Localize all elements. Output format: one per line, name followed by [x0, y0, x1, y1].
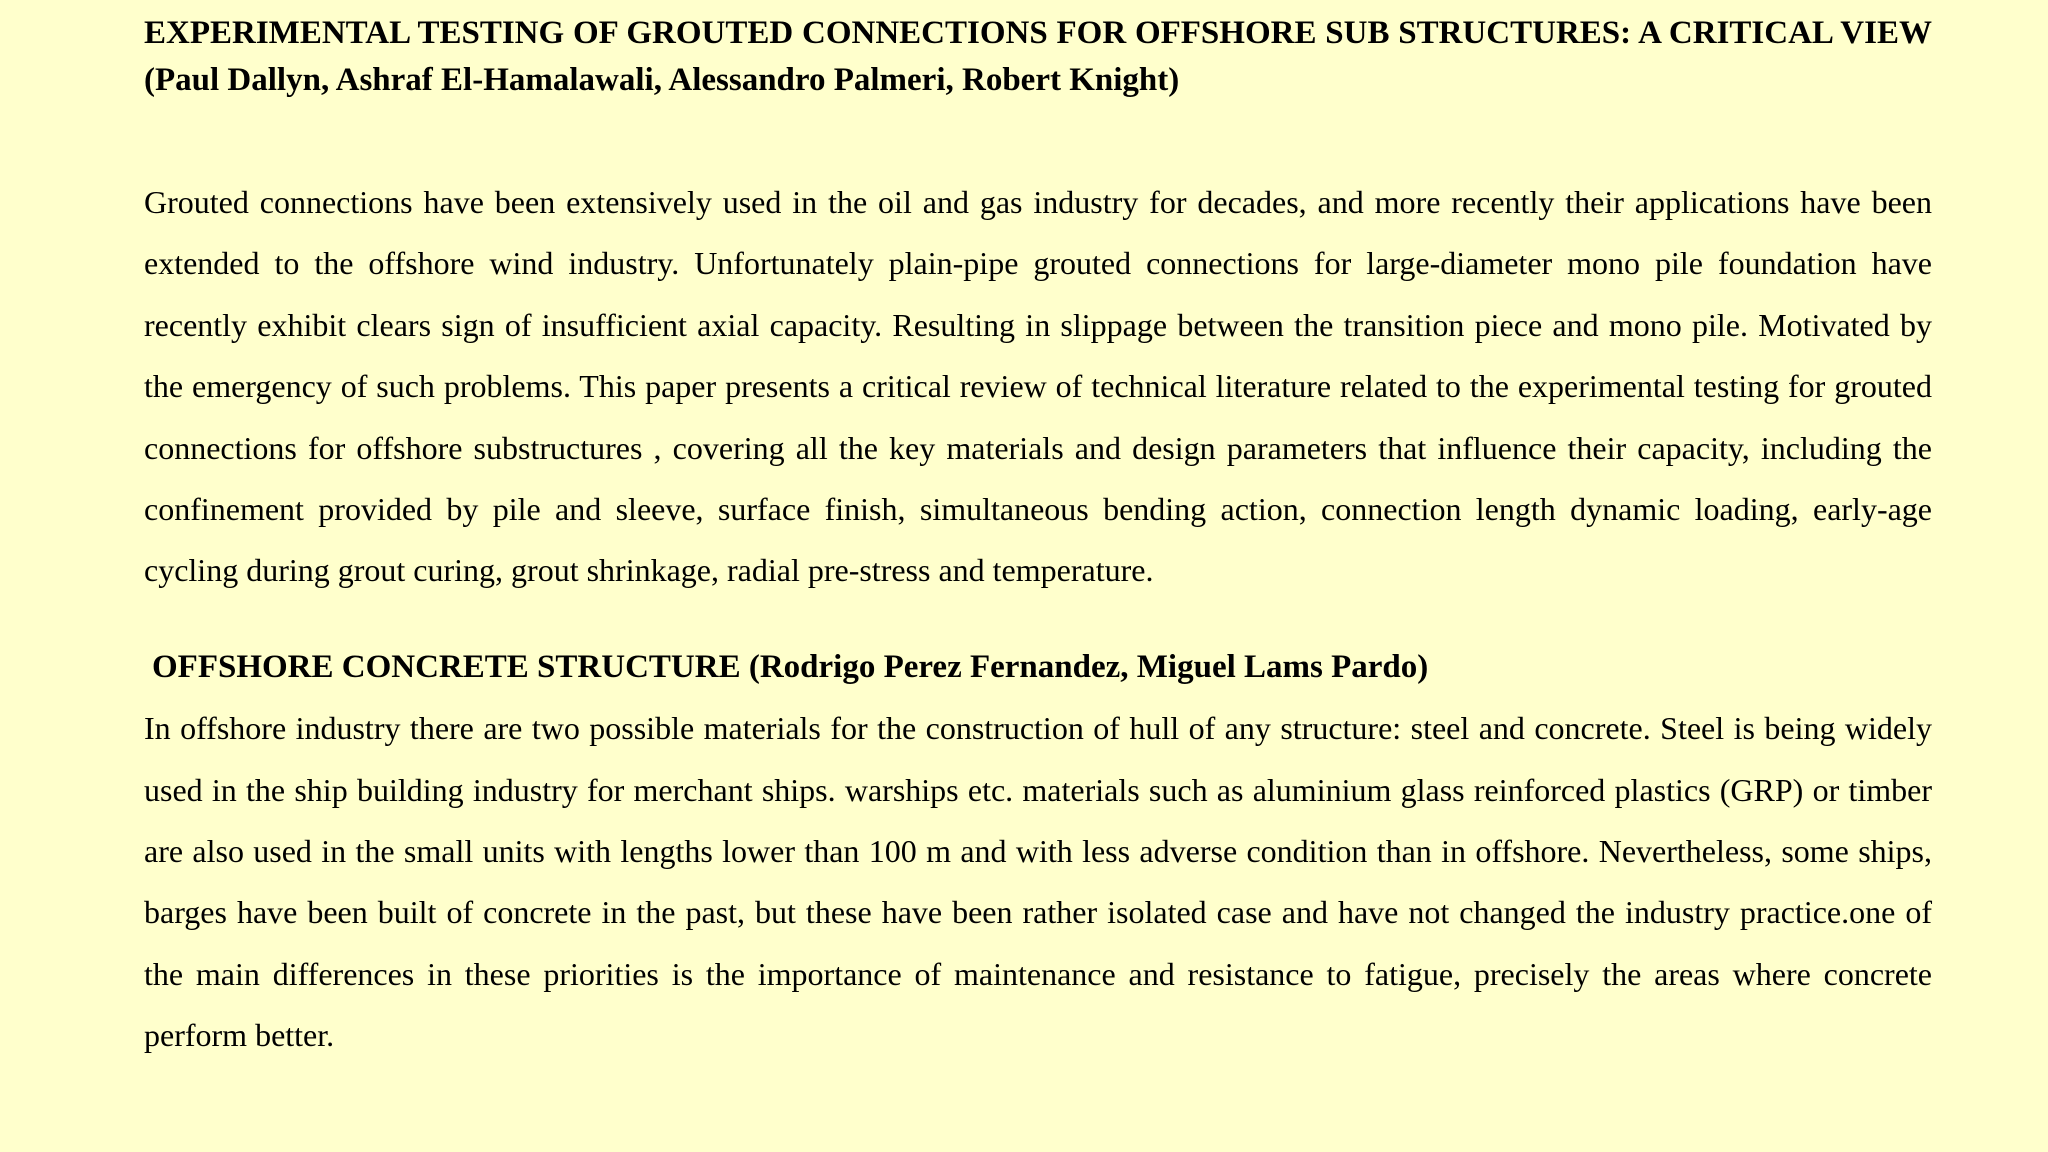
section-grouted-connections: [144, 0, 1932, 602]
section-offshore-concrete: [144, 637, 1932, 1067]
section-paragraph: In offshore industry there are two possible materials for the construction of hull of any structure: steel and concrete. Steel is being widely used in the ship building industry for merchant ships. warships etc. materials such as aluminium glass reinforced plastics (GRP) or timber are also used in the small units with lengths lower than 100 m and with less adverse condition than in offshore. Nevertheless, some ships, barges have been built of concrete in the past, but these have been rather isolated case and have not changed the industry practice.one of the main differences in these priorities is the importance of maintenance and resistance to fatigue, precisely the areas where concrete perform better.: [144, 710, 1932, 1054]
section-title: OFFSHORE CONCRETE STRUCTURE (Rodrigo Perez Fernandez, Miguel Lams Pardo): [152, 648, 1429, 685]
section-title: EXPERIMENTAL TESTING OF GROUTED CONNECTIONS FOR OFFSHORE SUB STRUCTURES: A CRITICAL VIEW (Paul Dallyn, Ashraf El-Hamalawali, Alessandro Palmeri, Robert Knight): [144, 15, 1932, 98]
document-page: [144, 0, 1932, 1067]
section-paragraph: Grouted connections have been extensively used in the oil and gas industry for decades, and more recently their applications have been extended to the offshore wind industry. Unfortunately plain-pipe grouted connections for large-diameter mono pile foundation have recently exhibit clears sign of insufficient axial capacity. Resulting in slippage between the transition piece and mono pile. Motivated by the emergency of such problems. This paper presents a critical review of technical literature related to the experimental testing for grouted connections for offshore substructures , covering all the key materials and design parameters that influence their capacity, including the confinement provided by pile and sleeve, surface finish, simultaneous bending action, connection length dynamic loading, early-age cycling during grout curing, grout shrinkage, radial pre-stress and temperature.: [144, 184, 1932, 589]
